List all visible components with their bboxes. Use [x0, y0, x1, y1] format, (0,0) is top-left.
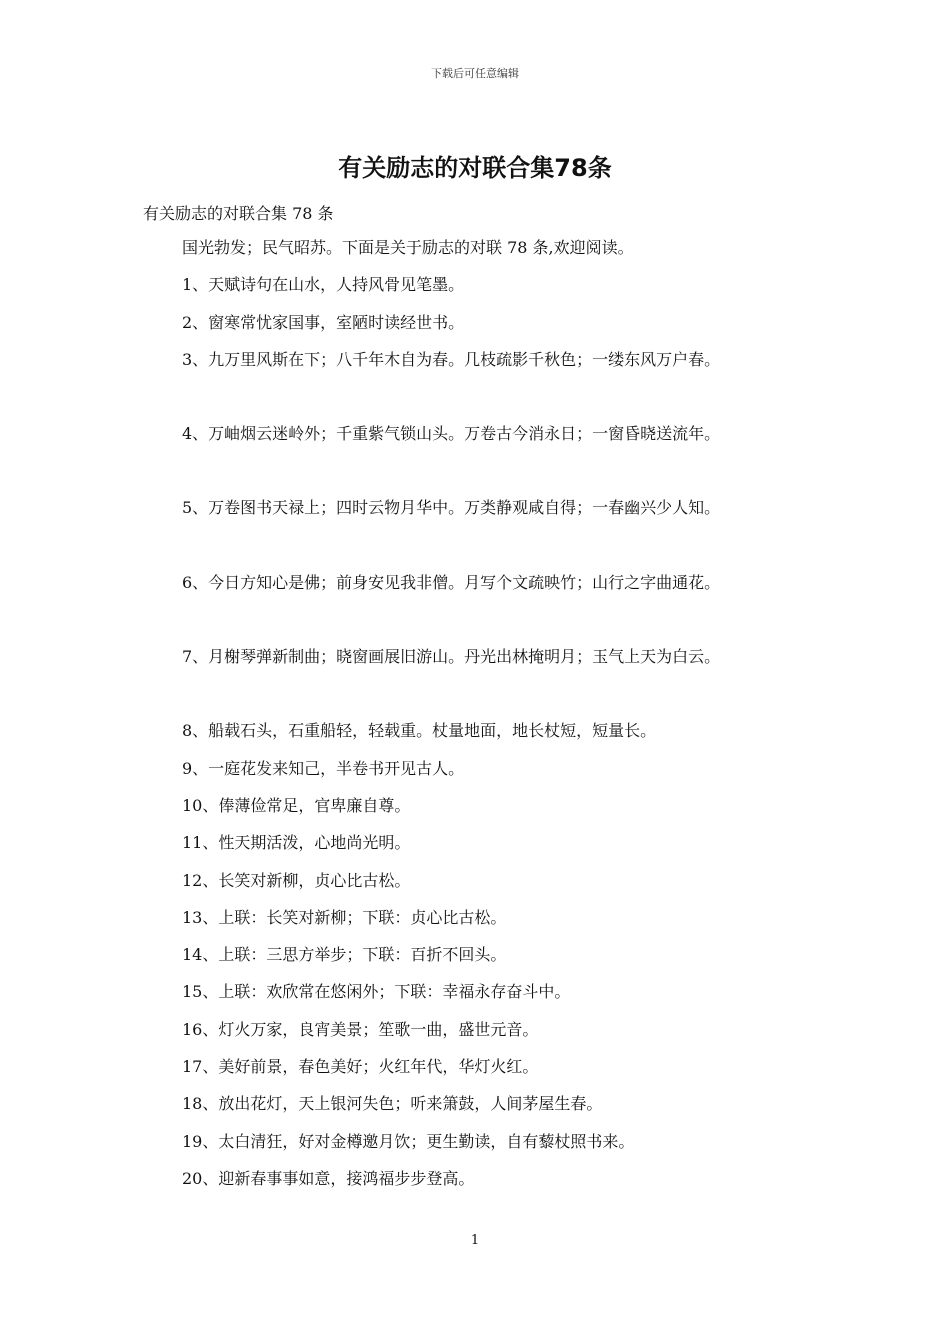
- couplet-item: 11、性天期活泼，心地尚光明。: [182, 833, 411, 853]
- couplet-item: 20、迎新春事事如意，接鸿福步步登高。: [182, 1168, 475, 1188]
- document-subtitle: 有关励志的对联合集 78 条: [143, 204, 334, 223]
- couplet-item: 17、美好前景，春色美好；火红年代，华灯火红。: [182, 1057, 539, 1077]
- page-number: 1: [470, 1233, 480, 1248]
- couplet-item: 7、月榭琴弹新制曲；晓窗画展旧游山。丹光出林掩明月；玉气上天为白云。: [182, 647, 721, 667]
- page-header-note: 下载后可任意编辑: [431, 67, 519, 80]
- couplet-item: 13、上联：长笑对新柳；下联：贞心比古松。: [182, 907, 507, 927]
- intro-paragraph: 国光勃发；民气昭苏。下面是关于励志的对联 78 条,欢迎阅读。: [182, 238, 634, 257]
- couplet-item: 5、万卷图书天禄上；四时云物月华中。万类静观咸自得；一春幽兴少人知。: [182, 498, 721, 518]
- couplet-item: 19、太白清狂，好对金樽邀月饮；更生勤读，自有藜杖照书来。: [182, 1131, 635, 1151]
- couplet-item: 10、俸薄俭常足，官卑廉自尊。: [182, 795, 411, 815]
- couplet-item: 18、放出花灯，天上银河失色；听来箫鼓，人间茅屋生春。: [182, 1094, 603, 1114]
- document-body: [182, 234, 842, 1202]
- couplet-item: 14、上联：三思方举步；下联：百折不回头。: [182, 945, 507, 965]
- couplet-item: 1、天赋诗句在山水，人持风骨见笔墨。: [182, 275, 465, 295]
- couplet-item: 2、窗寒常忧家国事，室陋时读经世书。: [182, 312, 465, 332]
- couplet-item: 9、一庭花发来知己，半卷书开见古人。: [182, 758, 465, 778]
- couplet-item: 6、今日方知心是佛；前身安见我非僧。月写个文疏映竹；山行之字曲通花。: [182, 572, 721, 592]
- couplet-item: 16、灯火万家，良宵美景；笙歌一曲，盛世元音。: [182, 1019, 539, 1039]
- couplet-item: 3、九万里风斯在下；八千年木自为春。几枝疏影千秋色；一缕东风万户春。: [182, 349, 721, 369]
- couplet-item: 8、船载石头，石重船轻，轻载重。杖量地面，地长杖短，短量长。: [182, 721, 657, 741]
- document-title: 有关励志的对联合集78条: [338, 154, 612, 182]
- couplet-item: 4、万岫烟云迷岭外；千重紫气锁山头。万卷古今消永日；一窗昏晓送流年。: [182, 424, 721, 444]
- couplet-item: 15、上联：欢欣常在悠闲外；下联：幸福永存奋斗中。: [182, 982, 571, 1002]
- couplet-item: 12、长笑对新柳，贞心比古松。: [182, 870, 411, 890]
